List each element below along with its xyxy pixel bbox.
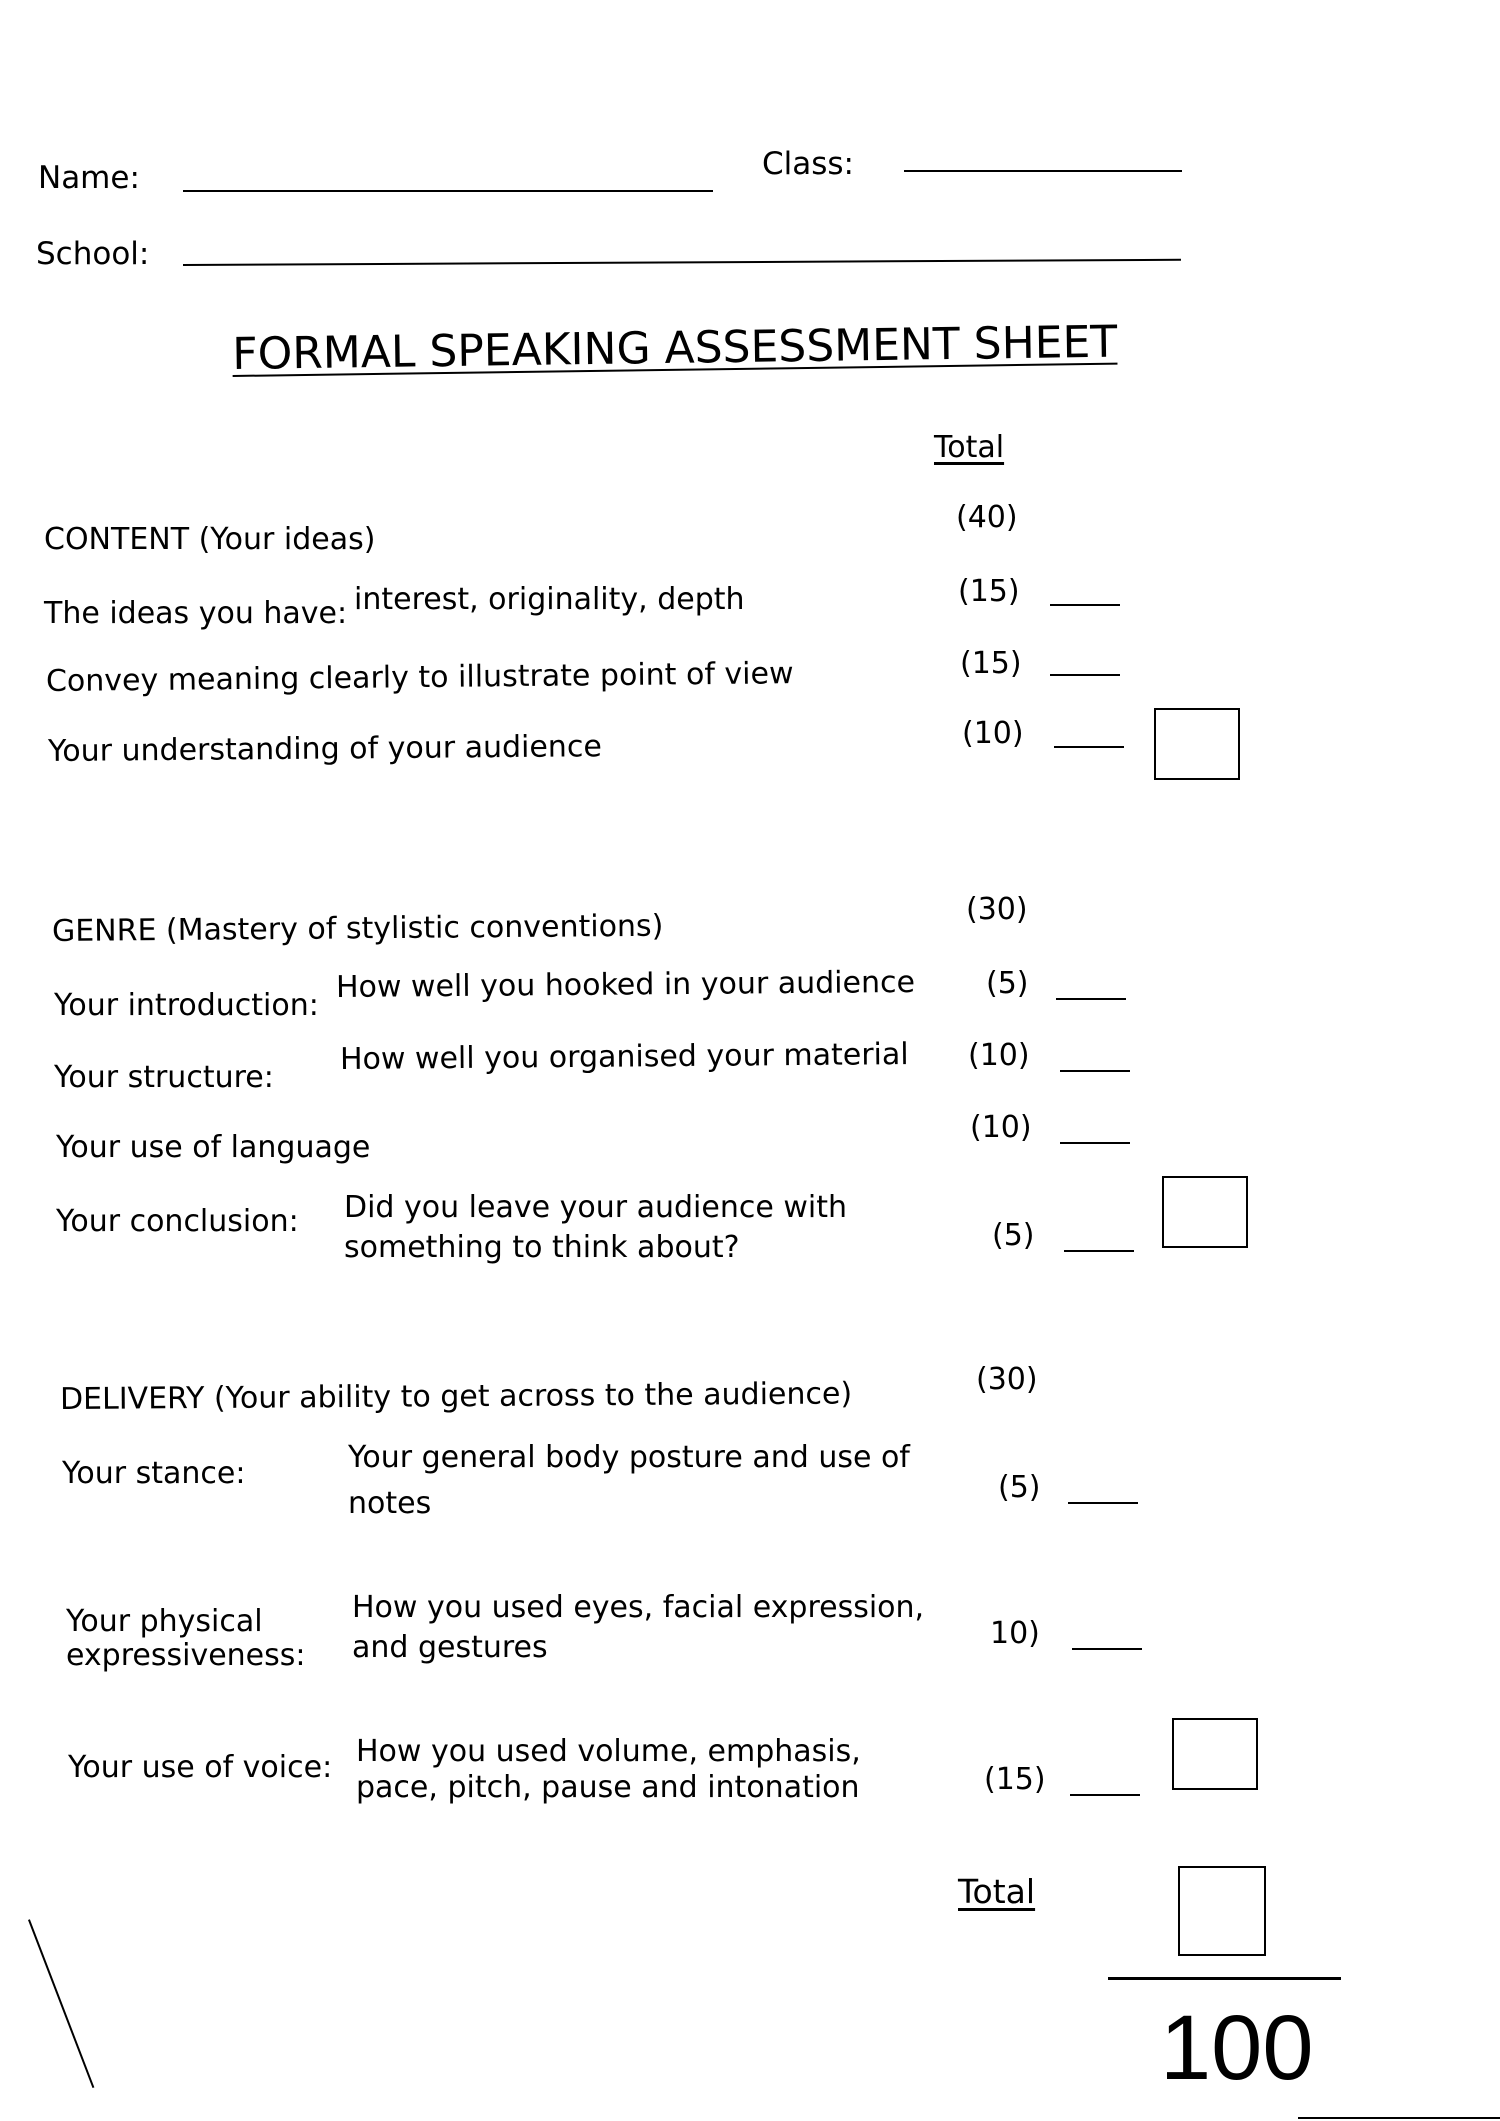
score-blank[interactable] [1070, 1794, 1140, 1796]
scan-mark-line [28, 1919, 94, 2088]
score-blank[interactable] [1050, 604, 1120, 606]
fraction-rule [1108, 1977, 1341, 1980]
criterion-description: How you used volume, emphasis, [356, 1734, 861, 1769]
name-field[interactable] [183, 190, 713, 192]
criterion-max: (5) [998, 1470, 1041, 1505]
criterion-max: (5) [992, 1218, 1035, 1253]
score-blank[interactable] [1060, 1070, 1130, 1072]
section-heading-genre: GENRE (Mastery of stylistic conventions) [51, 908, 664, 949]
criterion-max: (10) [970, 1110, 1032, 1145]
section-total-box[interactable] [1172, 1718, 1258, 1790]
section-total-box[interactable] [1162, 1176, 1248, 1248]
school-field[interactable] [183, 259, 1181, 266]
total-column-header: Total [934, 430, 1005, 465]
criterion-description: pace, pitch, pause and intonation [356, 1770, 860, 1805]
criterion-max: (15) [984, 1762, 1046, 1797]
criterion-description: notes [348, 1486, 432, 1521]
score-blank[interactable] [1072, 1648, 1142, 1650]
criterion-max: (15) [960, 646, 1022, 681]
score-blank[interactable] [1068, 1502, 1138, 1504]
criterion-max: (10) [962, 716, 1024, 751]
section-heading-content: CONTENT (Your ideas) [44, 522, 376, 557]
section-heading-delivery: DELIVERY (Your ability to get across to the audience) [59, 1376, 853, 1417]
criterion-max: (15) [958, 574, 1020, 609]
page-title: FORMAL SPEAKING ASSESSMENT SHEET [231, 316, 1118, 380]
score-blank[interactable] [1050, 674, 1120, 676]
section-max-delivery: (30) [976, 1362, 1038, 1397]
criterion-label: Your introduction: [54, 988, 319, 1023]
criterion-label: Convey meaning clearly to illustrate point of view [45, 656, 794, 699]
criterion-description: How you used eyes, facial expression, [352, 1590, 925, 1625]
criterion-description: and gestures [352, 1630, 548, 1665]
class-field[interactable] [904, 170, 1182, 172]
criterion-description: interest, originality, depth [354, 582, 745, 617]
criterion-label: Your physical [66, 1604, 263, 1639]
criterion-label: Your understanding of your audience [47, 729, 602, 769]
section-max-genre: (30) [966, 892, 1028, 927]
criterion-description: How well you organised your material [339, 1037, 909, 1077]
grand-total-label: Total [958, 1872, 1036, 1911]
grand-total-box[interactable] [1178, 1866, 1266, 1956]
class-label: Class: [762, 146, 855, 182]
criterion-label: The ideas you have: [44, 596, 348, 631]
score-blank[interactable] [1056, 998, 1126, 1000]
criterion-max: (10) [968, 1038, 1030, 1073]
total-denominator: 100 [1160, 1997, 1314, 2099]
criterion-description: How well you hooked in your audience [335, 964, 916, 1005]
criterion-label: Your use of language [56, 1130, 371, 1165]
criterion-label: Your structure: [54, 1060, 274, 1095]
scan-edge-line [1298, 2117, 1500, 2119]
section-total-box[interactable] [1154, 708, 1240, 780]
criterion-label: Your stance: [62, 1456, 246, 1491]
criterion-max: (5) [986, 966, 1029, 1001]
score-blank[interactable] [1054, 746, 1124, 748]
score-blank[interactable] [1064, 1250, 1134, 1252]
name-label: Name: [38, 160, 140, 196]
criterion-description: Your general body posture and use of [348, 1440, 910, 1475]
score-blank[interactable] [1060, 1142, 1130, 1144]
school-label: School: [36, 236, 150, 272]
criterion-label: expressiveness: [66, 1638, 306, 1673]
criterion-label: Your conclusion: [56, 1204, 299, 1239]
criterion-description: something to think about? [344, 1230, 740, 1265]
criterion-description: Did you leave your audience with [344, 1190, 847, 1225]
criterion-label: Your use of voice: [68, 1750, 333, 1785]
section-max-content: (40) [956, 500, 1018, 535]
criterion-max: 10) [990, 1616, 1040, 1651]
